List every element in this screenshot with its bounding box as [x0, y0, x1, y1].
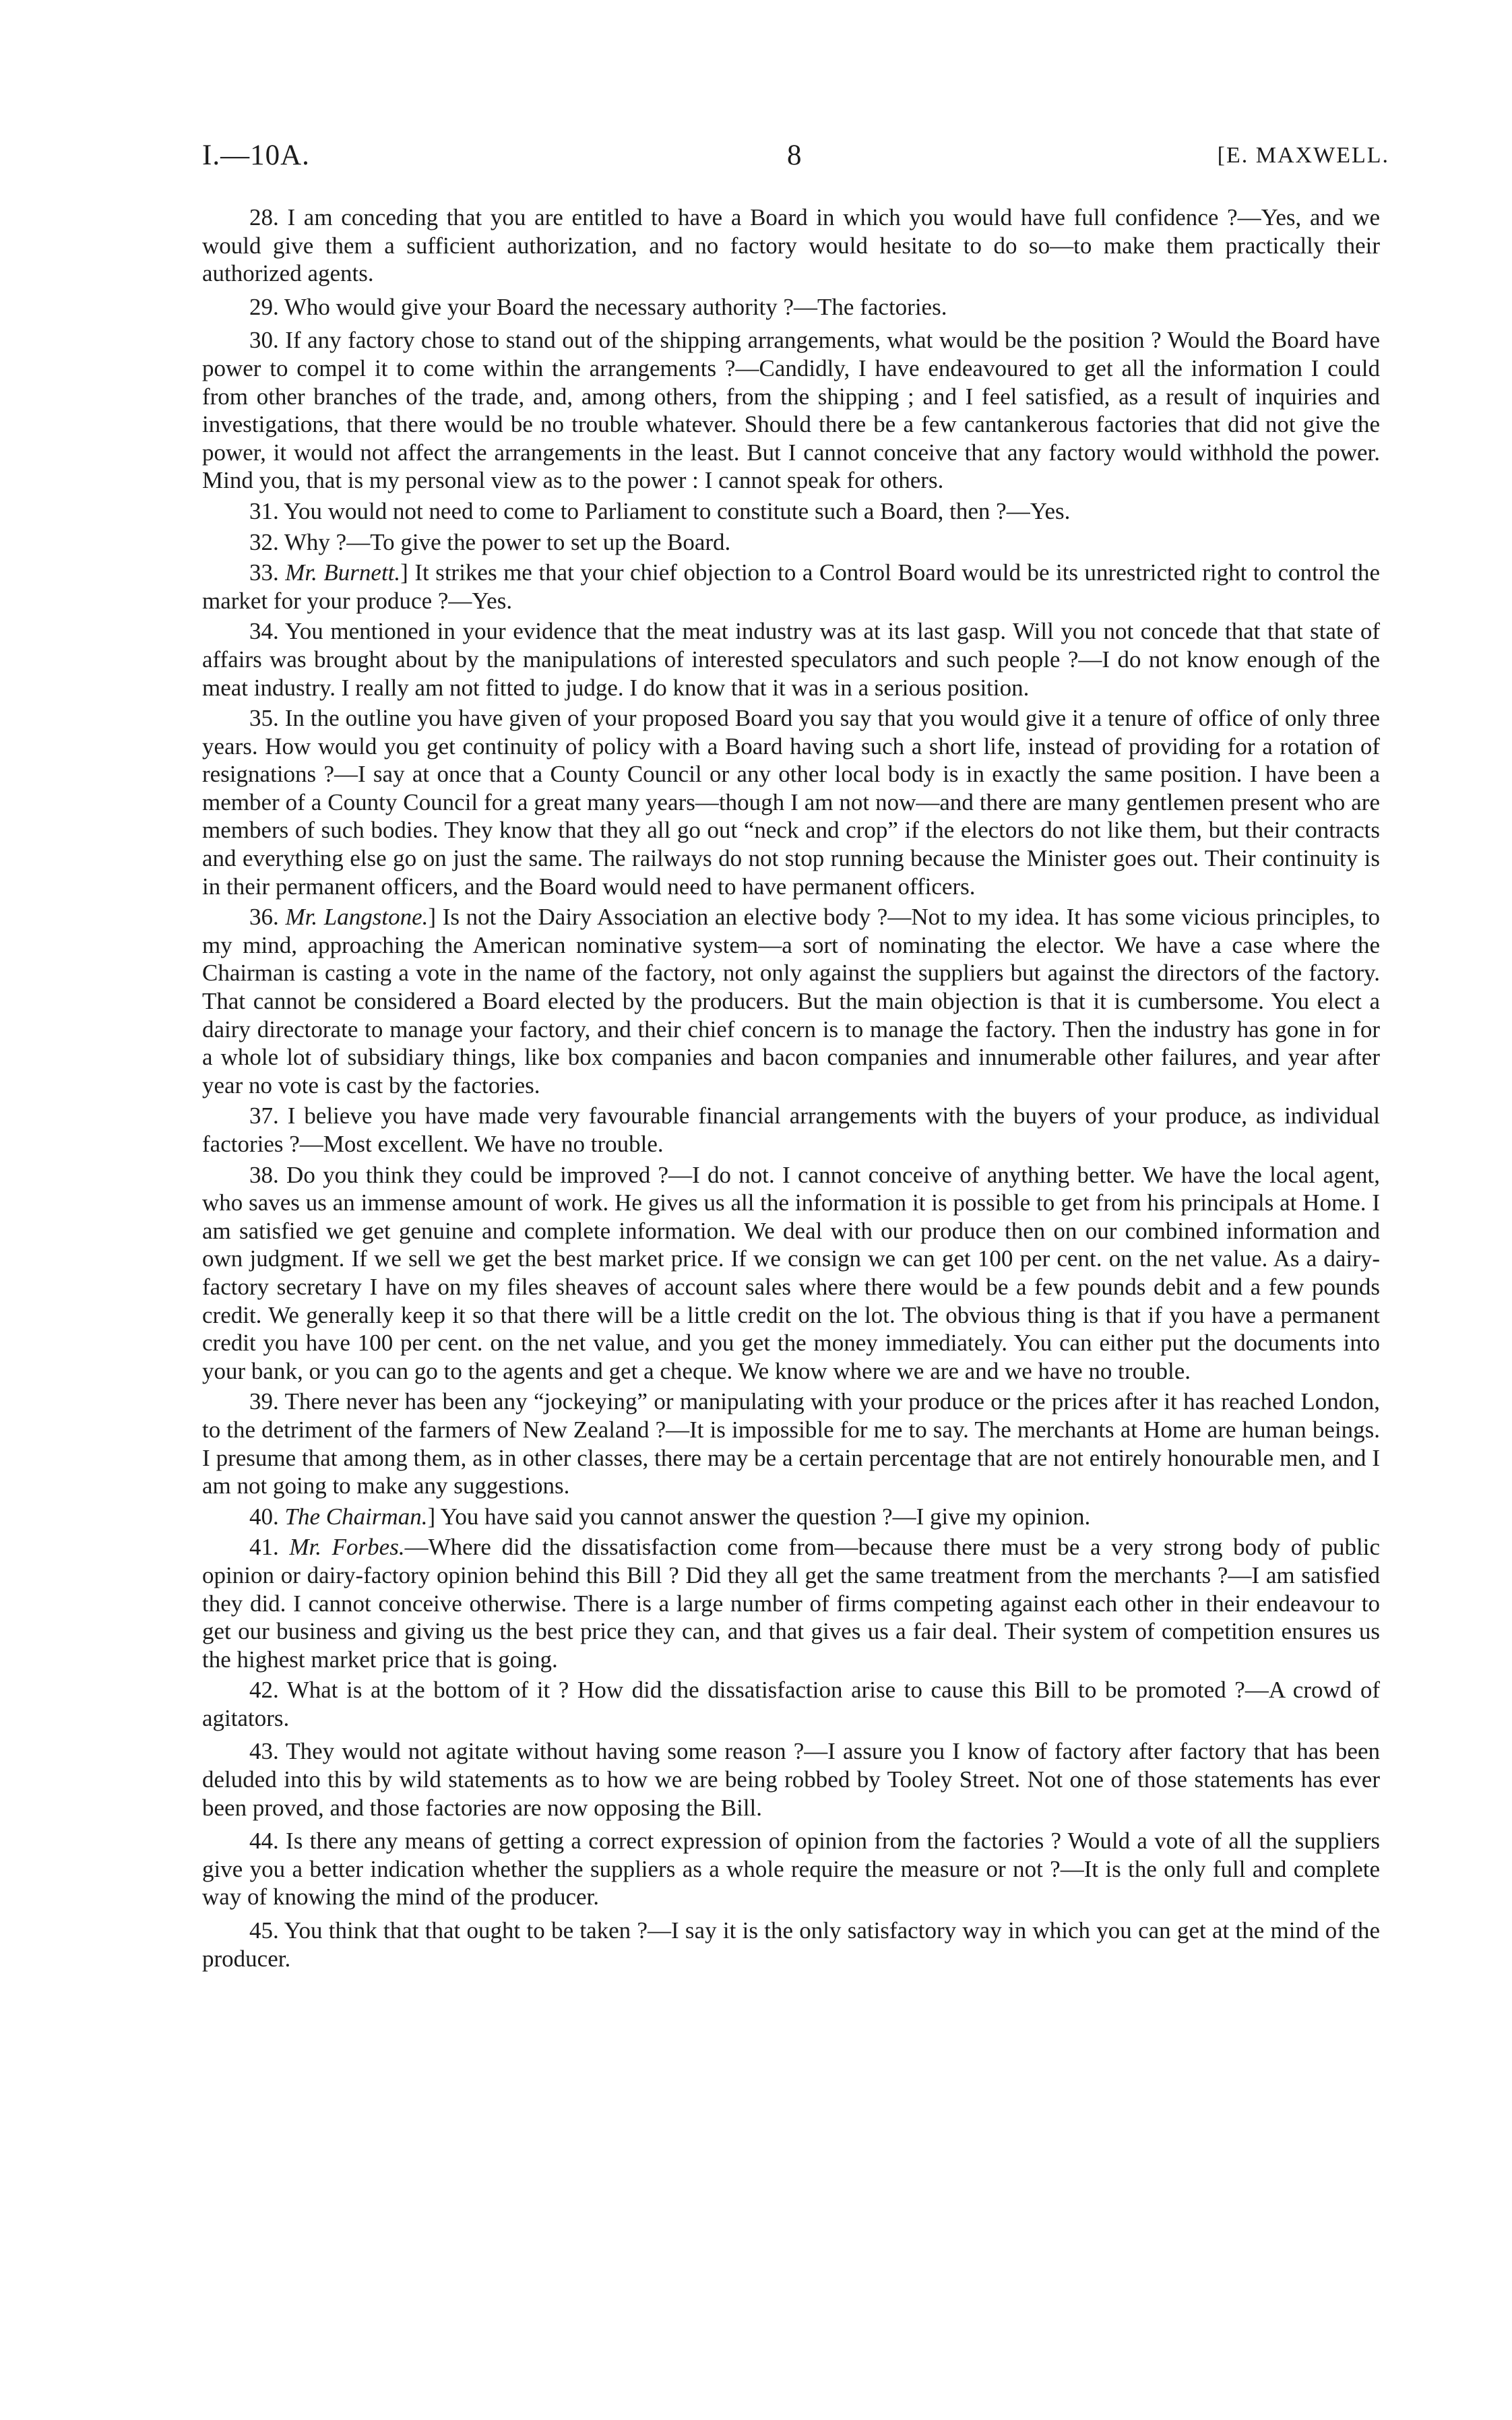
- paragraph-text: Who would give your Board the necessary authority ?—The factories.: [284, 293, 947, 320]
- question-paragraph: [202, 1917, 1380, 1973]
- paragraph-text: If any factory chose to stand out of the shipping arrangements, what would be the position ? Would the Board have power to compel it to come within the arrangements ?—Candidly, I have endeavoured to get all the information I could from other branches of the trade, and, among others, from the shipping ; and I feel satisfied, as a result of inquiries and investigations, that there would be no trouble whatever. Should there be a few cantankerous factories that did not give the power, it would not affect the arrangements in the least. But I cannot conceive that any factory would withhold the power. Mind you, that is my personal view as to the power : I cannot speak for others.: [202, 327, 1381, 494]
- question-number: 42.: [249, 1677, 279, 1704]
- paragraph-text: ] Is not the Dairy Association an elective body ?—Not to my idea. It has some vicious principles, to my mind, approaching the American nominative system—a sort of nominating the elector. We have a case where the Chairman is casting a vote in the name of the factory, not only against the suppliers but against the directors of the factory. That cannot be considered a Board elected by the producers. But the main objection is that it is cumbersome. You elect a dairy directorate to manage your factory, and their chief concern is to manage the factory. Then the industry has gone in for a whole lot of subsidiary things, like box companies and bacon companies and innumerable other failures, and year after year no vote is cast by the factories.: [202, 904, 1380, 1098]
- document-reference: I.—10A.: [202, 139, 310, 171]
- paragraph-text: They would not agitate without having some reason ?—I assure you I know of factory after factory that has been deluded into this by wild statements as to how we are being robbed by Tooley Street. Not one of those statements has ever been proved, and those factories are now opposing the Bill.: [202, 1738, 1381, 1821]
- question-number: 34.: [249, 618, 279, 645]
- question-number: 29.: [249, 293, 279, 320]
- question-paragraph: [202, 617, 1380, 702]
- question-number: 43.: [249, 1738, 279, 1765]
- paragraph-text: In the outline you have given of your proposed Board you say that you would give it a tenure of office of only three years. How would you get continuity of policy with a Board having such a short life, instead of providing for a rotation of resignations ?—I say at once that a County Council or any other local body is in exactly the same position. I have been a member of a County Council for a great many years—though I am not now—and there are many gentlemen present who are members of such bodies. They know that they all go out “neck and crop” if the electors do not like them, but their contracts and everything else go on just the same. The railways do not stop running because the Minister goes out. Their continuity is in their permanent officers, and the Board would need to have permanent officers.: [202, 705, 1381, 900]
- question-number: 39.: [249, 1388, 279, 1415]
- question-number: 45.: [249, 1917, 279, 1944]
- paragraph-text: You mentioned in your evidence that the meat industry was at its last gasp. Will you not concede that that state of affairs was brought about by the manipulations of interested speculators and such people ?—I do not know enough of the meat industry. I really am not fitted to judge. I do know that it was in a serious position.: [202, 618, 1380, 701]
- paragraph-text: I am conceding that you are entitled to have a Board in which you would have full confidence ?—Yes, and we would give them a sufficient authorization, and no factory would hesitate to do so—to make them practically their authorized agents.: [202, 204, 1381, 287]
- question-number: 36.: [249, 904, 279, 931]
- question-paragraph: [202, 1388, 1380, 1499]
- paragraph-text: —Where did the dissatisfaction come from—because there must be a very strong body of public opinion or dairy-factory opinion behind this Bill ? Did they all get the same treatment from the merchants ?—I am satisfied they did. I cannot conceive otherwise. There is a large number of firms competing against each other in their endeavour to get our business and giving us the best price they can, and that gives us a fair deal. Their system of competition ensures us the highest market price that is going.: [202, 1534, 1380, 1673]
- question-number: 30.: [249, 327, 279, 354]
- question-paragraph: [202, 1737, 1380, 1822]
- page-header: [202, 139, 1389, 179]
- question-number: 44.: [249, 1828, 279, 1855]
- question-number: 38.: [249, 1161, 279, 1188]
- question-paragraph: [202, 1102, 1380, 1158]
- testimony-body: [202, 204, 1380, 1973]
- question-paragraph: [202, 704, 1380, 900]
- question-number: 33.: [249, 559, 279, 586]
- paragraph-text: There never has been any “jockeying” or manipulating with your produce or the prices after it has reached London, to the detriment of the farmers of New Zealand ?—It is impossible for me to say. The merchants at Home are human beings. I presume that among them, as in other classes, there may be a certain percentage that are not entirely honourable men, and I am not going to make any suggestions.: [202, 1388, 1380, 1499]
- speaker-name: Mr. Langstone.: [285, 904, 429, 931]
- page-number: 8: [787, 139, 802, 171]
- speaker-name: Mr. Burnett.: [285, 559, 401, 586]
- question-paragraph: [202, 528, 1380, 557]
- question-number: 41.: [249, 1534, 279, 1561]
- paragraph-text: What is at the bottom of it ? How did the dissatisfaction arise to cause this Bill to be promoted ?—A crowd of agitators.: [202, 1677, 1380, 1731]
- question-paragraph: [202, 1503, 1380, 1531]
- question-number: 37.: [249, 1103, 279, 1129]
- speaker-name: The Chairman.: [284, 1503, 428, 1530]
- paragraph-text: Do you think they could be improved ?—I do not. I cannot conceive of anything better. We have the local agent, who saves us an immense amount of work. He gives us all the information it is possible to get from his principals at Home. I am satisfied we get genuine and complete information. We deal with our produce then on our combined information and own judgment. If we sell we get the best market price. If we consign we can get 100 per cent. on the net value. As a dairy-factory secretary I have on my files sheaves of account sales where there would be a few pounds debit and a few pounds credit. We generally keep it so that there will be a little credit on the lot. The obvious thing is that if you have a permanent credit you have 100 per cent. on the net value, and you get the money immediately. You can either put the documents into your bank, or you can go to the agents and get a cheque. We know where we are and we have no trouble.: [202, 1161, 1380, 1384]
- speaker-name: Mr. Forbes.: [289, 1534, 405, 1561]
- question-paragraph: [202, 326, 1380, 495]
- question-paragraph: [202, 293, 1380, 321]
- question-paragraph: [202, 1533, 1380, 1673]
- paragraph-text: You would not need to come to Parliament to constitute such a Board, then ?—Yes.: [284, 497, 1071, 524]
- paragraph-text: ] It strikes me that your chief objection to a Control Board would be its unrestricted right to control the market for your produce ?—Yes.: [202, 559, 1381, 614]
- question-paragraph: [202, 1676, 1380, 1732]
- question-number: 32.: [249, 528, 279, 555]
- question-paragraph: [202, 903, 1380, 1099]
- question-number: 40.: [249, 1503, 279, 1530]
- witness-name: [E. MAXWELL.: [1217, 143, 1389, 168]
- paragraph-text: Why ?—To give the power to set up the Board.: [284, 528, 731, 555]
- paragraph-text: ] You have said you cannot answer the question ?—I give my opinion.: [427, 1503, 1091, 1530]
- question-paragraph: [202, 559, 1380, 615]
- paragraph-text: You think that that ought to be taken ?—I say it is the only satisfactory way in which you can get at the mind of the producer.: [202, 1917, 1380, 1972]
- question-number: 28.: [249, 204, 279, 230]
- question-paragraph: [202, 497, 1380, 526]
- question-paragraph: [202, 1827, 1380, 1911]
- question-number: 31.: [249, 497, 279, 524]
- paragraph-text: I believe you have made very favourable financial arrangements with the buyers of your produce, as individual factories ?—Most excellent. We have no trouble.: [202, 1103, 1381, 1157]
- question-paragraph: [202, 204, 1380, 288]
- paragraph-text: Is there any means of getting a correct expression of opinion from the factories ? Would a vote of all the suppliers give you a better indication whether the suppliers as a whole require the measure or not ?—It is the only full and complete way of knowing the mind of the producer.: [202, 1828, 1380, 1911]
- question-number: 35.: [249, 705, 279, 732]
- question-paragraph: [202, 1161, 1380, 1386]
